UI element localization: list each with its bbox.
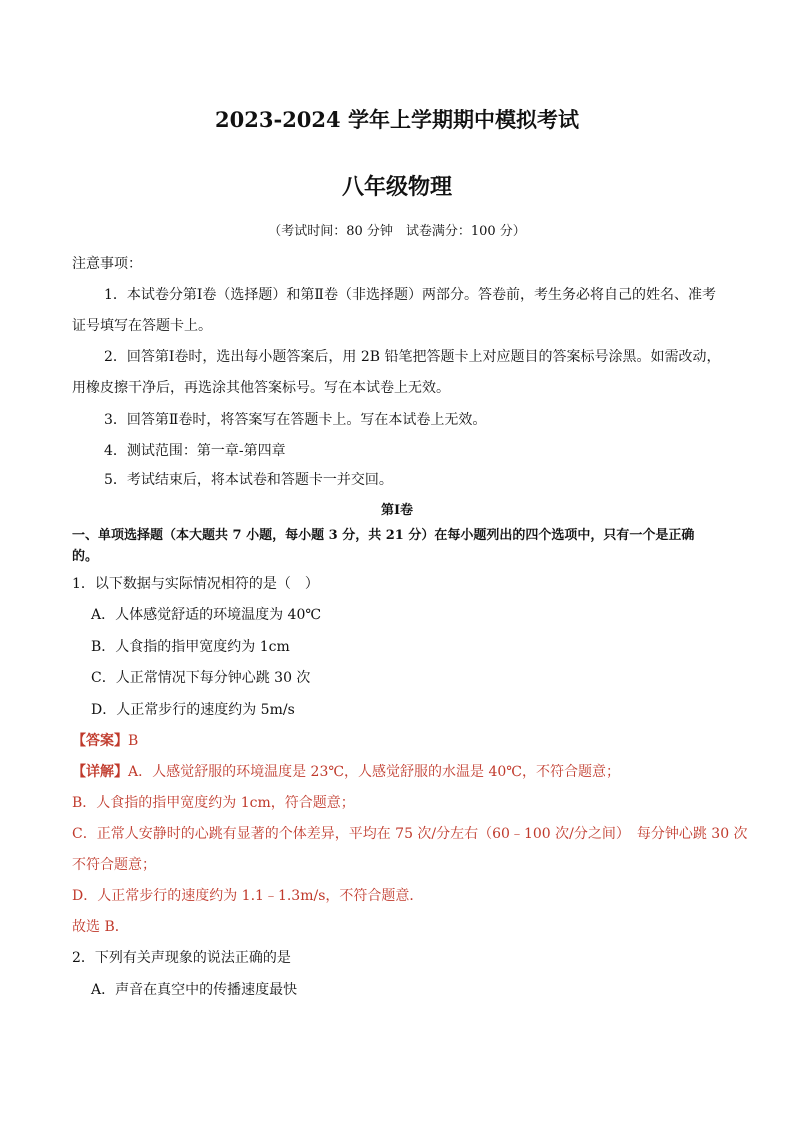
notice-item-1-line-2: 证号填写在答题卡上。 — [72, 318, 212, 334]
question-1-stem: 1．以下数据与实际情况相符的是（ ） — [72, 576, 319, 592]
question-1-option-a: A．人体感觉舒适的环境温度为 40℃ — [91, 607, 322, 623]
question-1-detail-d: D．人正常步行的速度约为 1.1﹣1.3m/s，不符合题意． — [72, 888, 424, 904]
question-1-detail-b: B．人食指的指甲宽度约为 1cm，符合题意； — [72, 795, 355, 811]
question-2-stem: 2．下列有关声现象的说法正确的是 — [72, 950, 291, 966]
question-1-option-d: D．人正常步行的速度约为 5m/s — [91, 702, 295, 718]
exam-title: 2023-2024 学年上学期期中模拟考试 — [215, 107, 579, 132]
exam-info: （考试时间：80 分钟 试卷满分：100 分） — [268, 224, 526, 239]
question-1-answer — [72, 731, 138, 751]
notice-item-5: 5．考试结束后，将本试卷和答题卡一并交回。 — [104, 472, 393, 488]
notice-item-1-line-1: 1．本试卷分第Ⅰ卷（选择题）和第Ⅱ卷（非选择题）两部分。答卷前，考生务必将自己的姓名、准考 — [104, 287, 716, 303]
question-1-conclusion: 故选 B． — [72, 919, 129, 935]
volume-heading: 第Ⅰ卷 — [380, 503, 414, 518]
detail-a-text: A．人感觉舒服的环境温度是 23℃，人感觉舒服的水温是 40℃，不符合题意； — [128, 764, 620, 780]
subject-title: 八年级物理 — [341, 174, 452, 200]
detail-tag: 【详解】 — [72, 764, 128, 780]
question-1-option-c: C．人正常情况下每分钟心跳 30 次 — [91, 670, 311, 686]
question-1-detail-a — [72, 762, 620, 782]
notice-heading: 注意事项： — [72, 256, 142, 272]
notice-item-2-line-2: 用橡皮擦干净后，再选涂其他答案标号。写在本试卷上无效。 — [72, 380, 450, 396]
part-heading-line-2: 的。 — [72, 549, 99, 564]
notice-item-4: 4．测试范围：第一章-第四章 — [104, 443, 286, 459]
question-1-detail-c-line-2: 不符合题意； — [72, 857, 156, 873]
question-1-detail-c-line-1: C．正常人安静时的心跳有显著的个体差异，平均在 75 次/分左右（60﹣100 次/分之间） 每分钟心跳 30 次 — [72, 826, 748, 842]
answer-tag: 【答案】 — [72, 733, 128, 749]
notice-item-2-line-1: 2．回答第Ⅰ卷时，选出每小题答案后，用 2B 铅笔把答题卡上对应题目的答案标号涂黑。如需改动， — [104, 349, 721, 365]
answer-value: B — [128, 733, 139, 749]
part-heading-line-1: 一、单项选择题（本大题共 7 小题，每小题 3 分，共 21 分）在每小题列出的四个选项中，只有一个是正确 — [72, 528, 695, 543]
notice-item-3: 3．回答第Ⅱ卷时，将答案写在答题卡上。写在本试卷上无效。 — [104, 412, 487, 428]
question-1-option-b: B．人食指的指甲宽度约为 1cm — [91, 639, 290, 655]
question-2-option-a: A．声音在真空中的传播速度最快 — [91, 982, 298, 998]
